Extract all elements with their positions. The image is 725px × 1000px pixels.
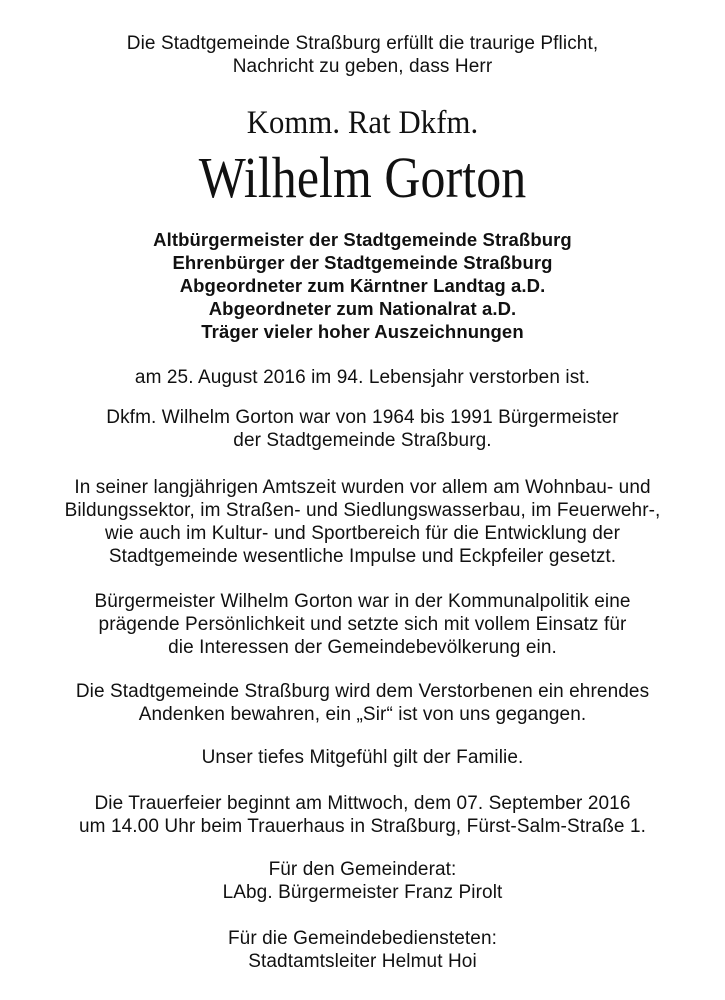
title-line: Träger vieler hoher Auszeichnungen [201,321,524,342]
paragraph-line: Bürgermeister Wilhelm Gorton war in der Kommunalpolitik eine [94,591,631,612]
intro-line: Nachricht zu geben, dass Herr [232,56,493,77]
title-line: Abgeordneter zum Kärntner Landtag a.D. [179,275,546,296]
paragraph-line: Dkfm. Wilhelm Gorton war von 1964 bis 1991 Bürgermeister [106,407,619,428]
paragraph-line: Bildungssektor, im Straßen- und Siedlungswasserbau, im Feuerwehr-, [64,500,661,521]
deceased-name: Wilhelm Gorton [198,145,527,210]
paragraph-line: Andenken bewahren, ein „Sir“ ist von uns gegangen. [138,704,587,725]
paragraph-line: der Stadtgemeinde Straßburg. [233,430,492,451]
intro-line: Die Stadtgemeinde Straßburg erfüllt die traurige Pflicht, [126,33,599,54]
title-line: Abgeordneter zum Nationalrat a.D. [208,298,517,319]
title-line: Altbürgermeister der Stadtgemeinde Straßburg [153,229,572,250]
paragraph-line: In seiner langjährigen Amtszeit wurden vor allem am Wohnbau- und [74,477,651,498]
paragraph-line: Die Stadtgemeinde Straßburg wird dem Verstorbenen ein ehrendes [75,681,650,702]
paragraph-line: die Interessen der Gemeindebevölkerung ein. [168,637,557,658]
paragraph-line: Stadtgemeinde wesentliche Impulse und Eckpfeiler gesetzt. [108,546,617,567]
paragraph-line: wie auch im Kultur- und Sportbereich für die Entwicklung der [104,523,621,544]
signature-label: Für die Gemeindebediensteten: [227,928,498,949]
signature-person: Stadtamtsleiter Helmut Hoi [248,951,477,972]
signature-person: LAbg. Bürgermeister Franz Pirolt [222,882,503,903]
honorific-title: Komm. Rat Dkfm. [246,105,479,141]
funeral-line: um 14.00 Uhr beim Trauerhaus in Straßburg, Fürst-Salm-Straße 1. [78,816,646,837]
paragraph-line: prägende Persönlichkeit und setzte sich mit vollem Einsatz für [98,614,627,635]
funeral-line: Die Trauerfeier beginnt am Mittwoch, dem 07. September 2016 [94,793,631,814]
title-line: Ehrenbürger der Stadtgemeinde Straßburg [172,252,553,273]
death-date-line: am 25. August 2016 im 94. Lebensjahr verstorben ist. [134,367,591,388]
signature-label: Für den Gemeinderat: [268,859,457,880]
paragraph-line: Unser tiefes Mitgefühl gilt der Familie. [201,747,524,768]
